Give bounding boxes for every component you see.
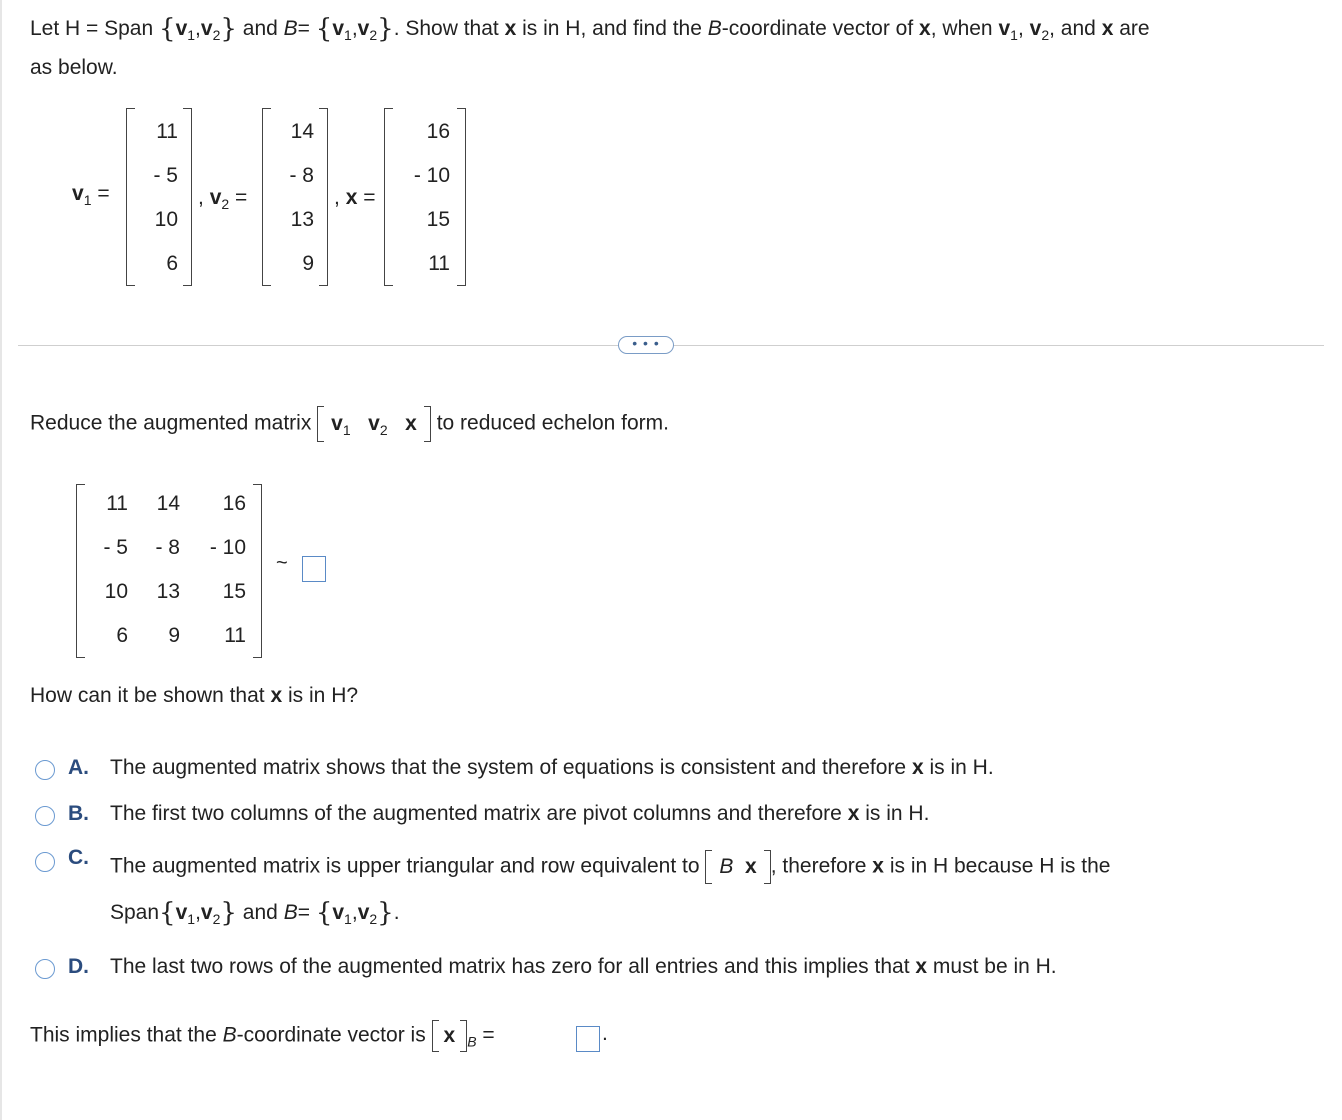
option-a-radio[interactable] — [35, 760, 55, 780]
option-a-letter: A. — [68, 756, 89, 779]
reduced-matrix-answer-box[interactable] — [302, 556, 326, 582]
question-text: How can it be shown that x is in H? — [30, 684, 359, 707]
matrix-cell: 6 — [116, 624, 128, 647]
x-label: , x = — [334, 186, 376, 209]
vector-entry: 14 — [290, 120, 314, 143]
matrix-cell: 13 — [156, 580, 180, 603]
problem-line-1: Let H = Span $\{v_1,v_2\}$ and $B= \{v_1,v_2\}$. Show that x is in H, and find the B-coordinate vector of x, when $v_1$, $v_2$, and x are — [30, 14, 1150, 44]
vector-entry: - 8 — [289, 164, 314, 187]
matrix-cell: 11 — [224, 624, 246, 647]
vector-entry: 6 — [166, 252, 178, 275]
v2-vector — [262, 108, 328, 286]
vector-entry: 16 — [426, 120, 450, 143]
v1-label: $v_1$ = — [72, 182, 110, 208]
option-b-letter: B. — [68, 802, 89, 825]
more-options-button[interactable]: • • • — [618, 336, 674, 354]
v2-label: , $v_2$ = — [198, 186, 248, 212]
vector-entry: - 5 — [153, 164, 178, 187]
option-d-radio[interactable] — [35, 959, 55, 979]
matrix-cell: - 8 — [155, 536, 180, 559]
option-c-radio[interactable] — [35, 852, 55, 872]
matrix-cell: 9 — [168, 624, 180, 647]
vector-entry: 9 — [302, 252, 314, 275]
option-d-letter: D. — [68, 955, 89, 978]
v1-vector — [126, 108, 192, 286]
option-d-text[interactable]: The last two rows of the augmented matrix has zero for all entries and this implies that x must be in H. — [110, 955, 1057, 978]
option-c-text-line-1[interactable]: The augmented matrix is upper triangular and row equivalent to B x , therefore x is in H because H is the — [110, 850, 1110, 884]
option-a-text[interactable]: The augmented matrix shows that the system of equations is consistent and therefore x is in H. — [110, 756, 994, 779]
matrix-cell: 14 — [156, 492, 180, 515]
b-coordinate-answer-box[interactable] — [576, 1026, 600, 1052]
problem-line-2: as below. — [30, 56, 118, 79]
conclusion-text: This implies that the B-coordinate vector is x $_B$ = — [30, 1020, 495, 1052]
option-b-text[interactable]: The first two columns of the augmented matrix are pivot columns and therefore x is in H. — [110, 802, 930, 825]
option-b-radio[interactable] — [35, 806, 55, 826]
option-c-text-line-2[interactable]: $Span\{v_1,v_2\}$ and $B= \{v_1,v_2\}$. — [110, 898, 400, 928]
matrix-cell: - 5 — [103, 536, 128, 559]
vector-entry: 10 — [154, 208, 178, 231]
left-border — [0, 0, 2, 1120]
matrix-cell: 11 — [106, 492, 128, 515]
option-c-letter: C. — [68, 846, 89, 869]
vector-entry: 11 — [428, 252, 450, 275]
vector-entry: - 10 — [413, 164, 450, 187]
vector-entry: 11 — [156, 120, 178, 143]
conclusion-period: . — [602, 1022, 608, 1045]
matrix-cell: 15 — [222, 580, 246, 603]
augmented-matrix-notation: $v_1$ $v_2$ x — [317, 406, 431, 442]
vector-entry: 15 — [426, 208, 450, 231]
bx-matrix-notation: B x — [705, 850, 770, 884]
vector-entry: 13 — [290, 208, 314, 231]
matrix-cell: 10 — [104, 580, 128, 603]
row-equivalent-tilde: ~ — [276, 552, 288, 574]
augmented-matrix — [76, 484, 262, 658]
matrix-cell: - 10 — [209, 536, 246, 559]
x-vector — [384, 108, 466, 286]
matrix-cell: 16 — [222, 492, 246, 515]
x-b-notation: x — [432, 1020, 468, 1052]
reduce-instruction: Reduce the augmented matrix $v_1$ $v_2$ x to reduced echelon form. — [30, 406, 669, 442]
